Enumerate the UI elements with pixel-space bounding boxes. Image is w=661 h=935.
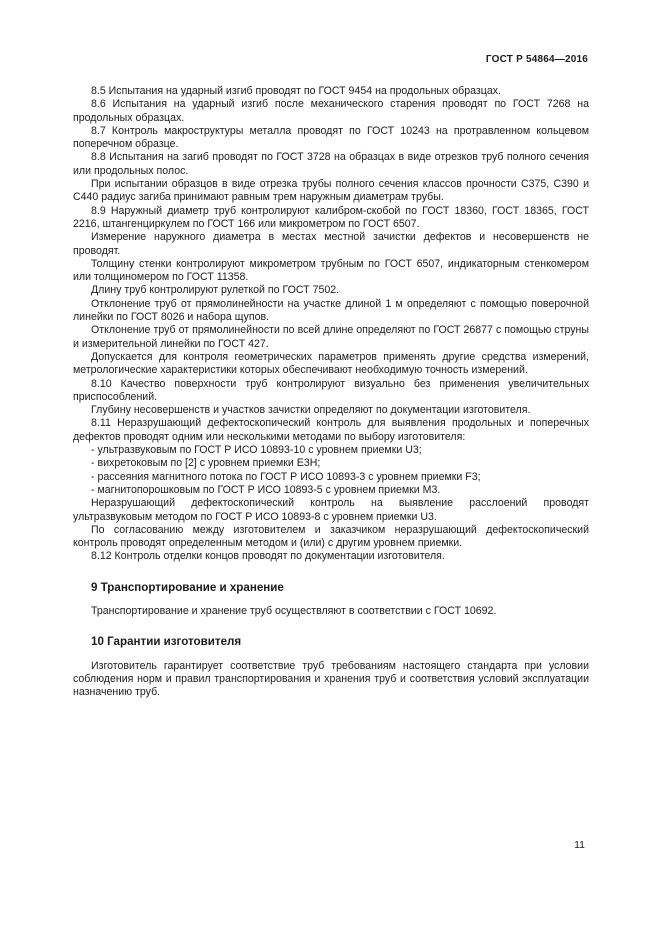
paragraph: Измерение наружного диаметра в местах местной зачистки дефектов и несовершенств не проводят. <box>73 231 589 257</box>
paragraph: Толщину стенки контролируют микрометром трубным по ГОСТ 6507, индикаторным стенкомером или толщиномером по ГОСТ 11358. <box>73 257 589 284</box>
section-heading: 9 Транспортирование и хранение <box>91 580 284 594</box>
list-item: - вихретоковым по [2] с уровнем приемки Е3Н; <box>91 457 321 470</box>
section-heading: 10 Гарантии изготовителя <box>91 635 242 649</box>
paragraph: При испытании образцов в виде отрезка трубы полного сечения классов прочности С375, С390 и С440 радиус загиба принимают равным трем наружным диаметрам трубы. <box>73 178 589 204</box>
list-item: - рассеяния магнитного потока по ГОСТ Р ИСО 10893-3 с уровнем приемки F3; <box>91 470 481 483</box>
paragraph: 8.6 Испытания на ударный изгиб после механического старения проводят по ГОСТ 7268 на продольных образцах. <box>73 98 589 124</box>
paragraph: 8.5 Испытания на ударный изгиб проводят по ГОСТ 9454 на продольных образцах. <box>91 85 501 97</box>
paragraph: Длину труб контролируют рулеткой по ГОСТ 7502. <box>91 284 340 297</box>
page-number: 11 <box>574 839 585 851</box>
paragraph: 8.8 Испытания на загиб проводят по ГОСТ 3728 на образцах в виде отрезков труб полного сечения или продольных полос. <box>73 151 589 177</box>
paragraph: Глубину несовершенств и участков зачистки определяют по документации изготовителя. <box>91 404 531 417</box>
paragraph: Допускается для контроля геометрических параметров применять другие средства измерений, метрологические характеристики которых обеспечивают необходимую точность измерений. <box>73 350 589 377</box>
list-item: - ультразвуковым по ГОСТ Р ИСО 10893-10 с уровнем приемки U3; <box>91 444 422 457</box>
paragraph: 8.7 Контроль макроструктуры металла проводят по ГОСТ 10243 на протравленном кольцевом поперечном образце. <box>73 124 589 151</box>
paragraph: 8.9 Наружный диаметр труб контролируют калибром-скобой по ГОСТ 18360, ГОСТ 18365, ГОСТ 2216, штангенциркулем по ГОСТ 166 или микрометром по ГОСТ 6507. <box>73 204 589 230</box>
paragraph: Отклонение труб от прямолинейности на участке длиной 1 м определяют с помощью поверочной линейки по ГОСТ 8026 и набора щупов. <box>73 297 589 324</box>
paragraph: 8.10 Качество поверхности труб контролируют визуально без применения увеличительных приспособлений. <box>73 377 589 403</box>
list-item: - магнитопорошковым по ГОСТ Р ИСО 10893-5 с уровнем приемки М3. <box>91 483 441 496</box>
paragraph: Транспортирование и хранение труб осуществляют в соответствии с ГОСТ 10692. <box>91 604 497 617</box>
paragraph: По согласованию между изготовителем и заказчиком неразрушающий дефектоскопический контроль проводят определенным методом и (или) с другим уровнем приемки. <box>73 523 589 550</box>
paragraph: Изготовитель гарантирует соответствие труб требованиям настоящего стандарта при условии соблюдения норм и правил транспортирования и хранения труб и соответствия условий эксплуатации назначению труб. <box>73 659 589 699</box>
document-header-title: ГОСТ Р 54864—2016 <box>485 54 588 65</box>
document-body <box>73 85 589 699</box>
paragraph: Неразрушающий дефектоскопический контроль на выявление расслоений проводят ультразвуковым методом по ГОСТ Р ИСО 10893-8 с уровнем приемки U3. <box>73 497 589 523</box>
paragraph: Отклонение труб от прямолинейности по всей длине определяют по ГОСТ 26877 с помощью струны и измерительной линейки по ГОСТ 427. <box>73 324 589 350</box>
paragraph: 8.11 Неразрушающий дефектоскопический контроль для выявления продольных и поперечных дефектов проводят одним или несколькими методами по выбору изготовителя: <box>73 417 589 443</box>
paragraph: 8.12 Контроль отделки концов проводят по документации изготовителя. <box>91 550 445 563</box>
